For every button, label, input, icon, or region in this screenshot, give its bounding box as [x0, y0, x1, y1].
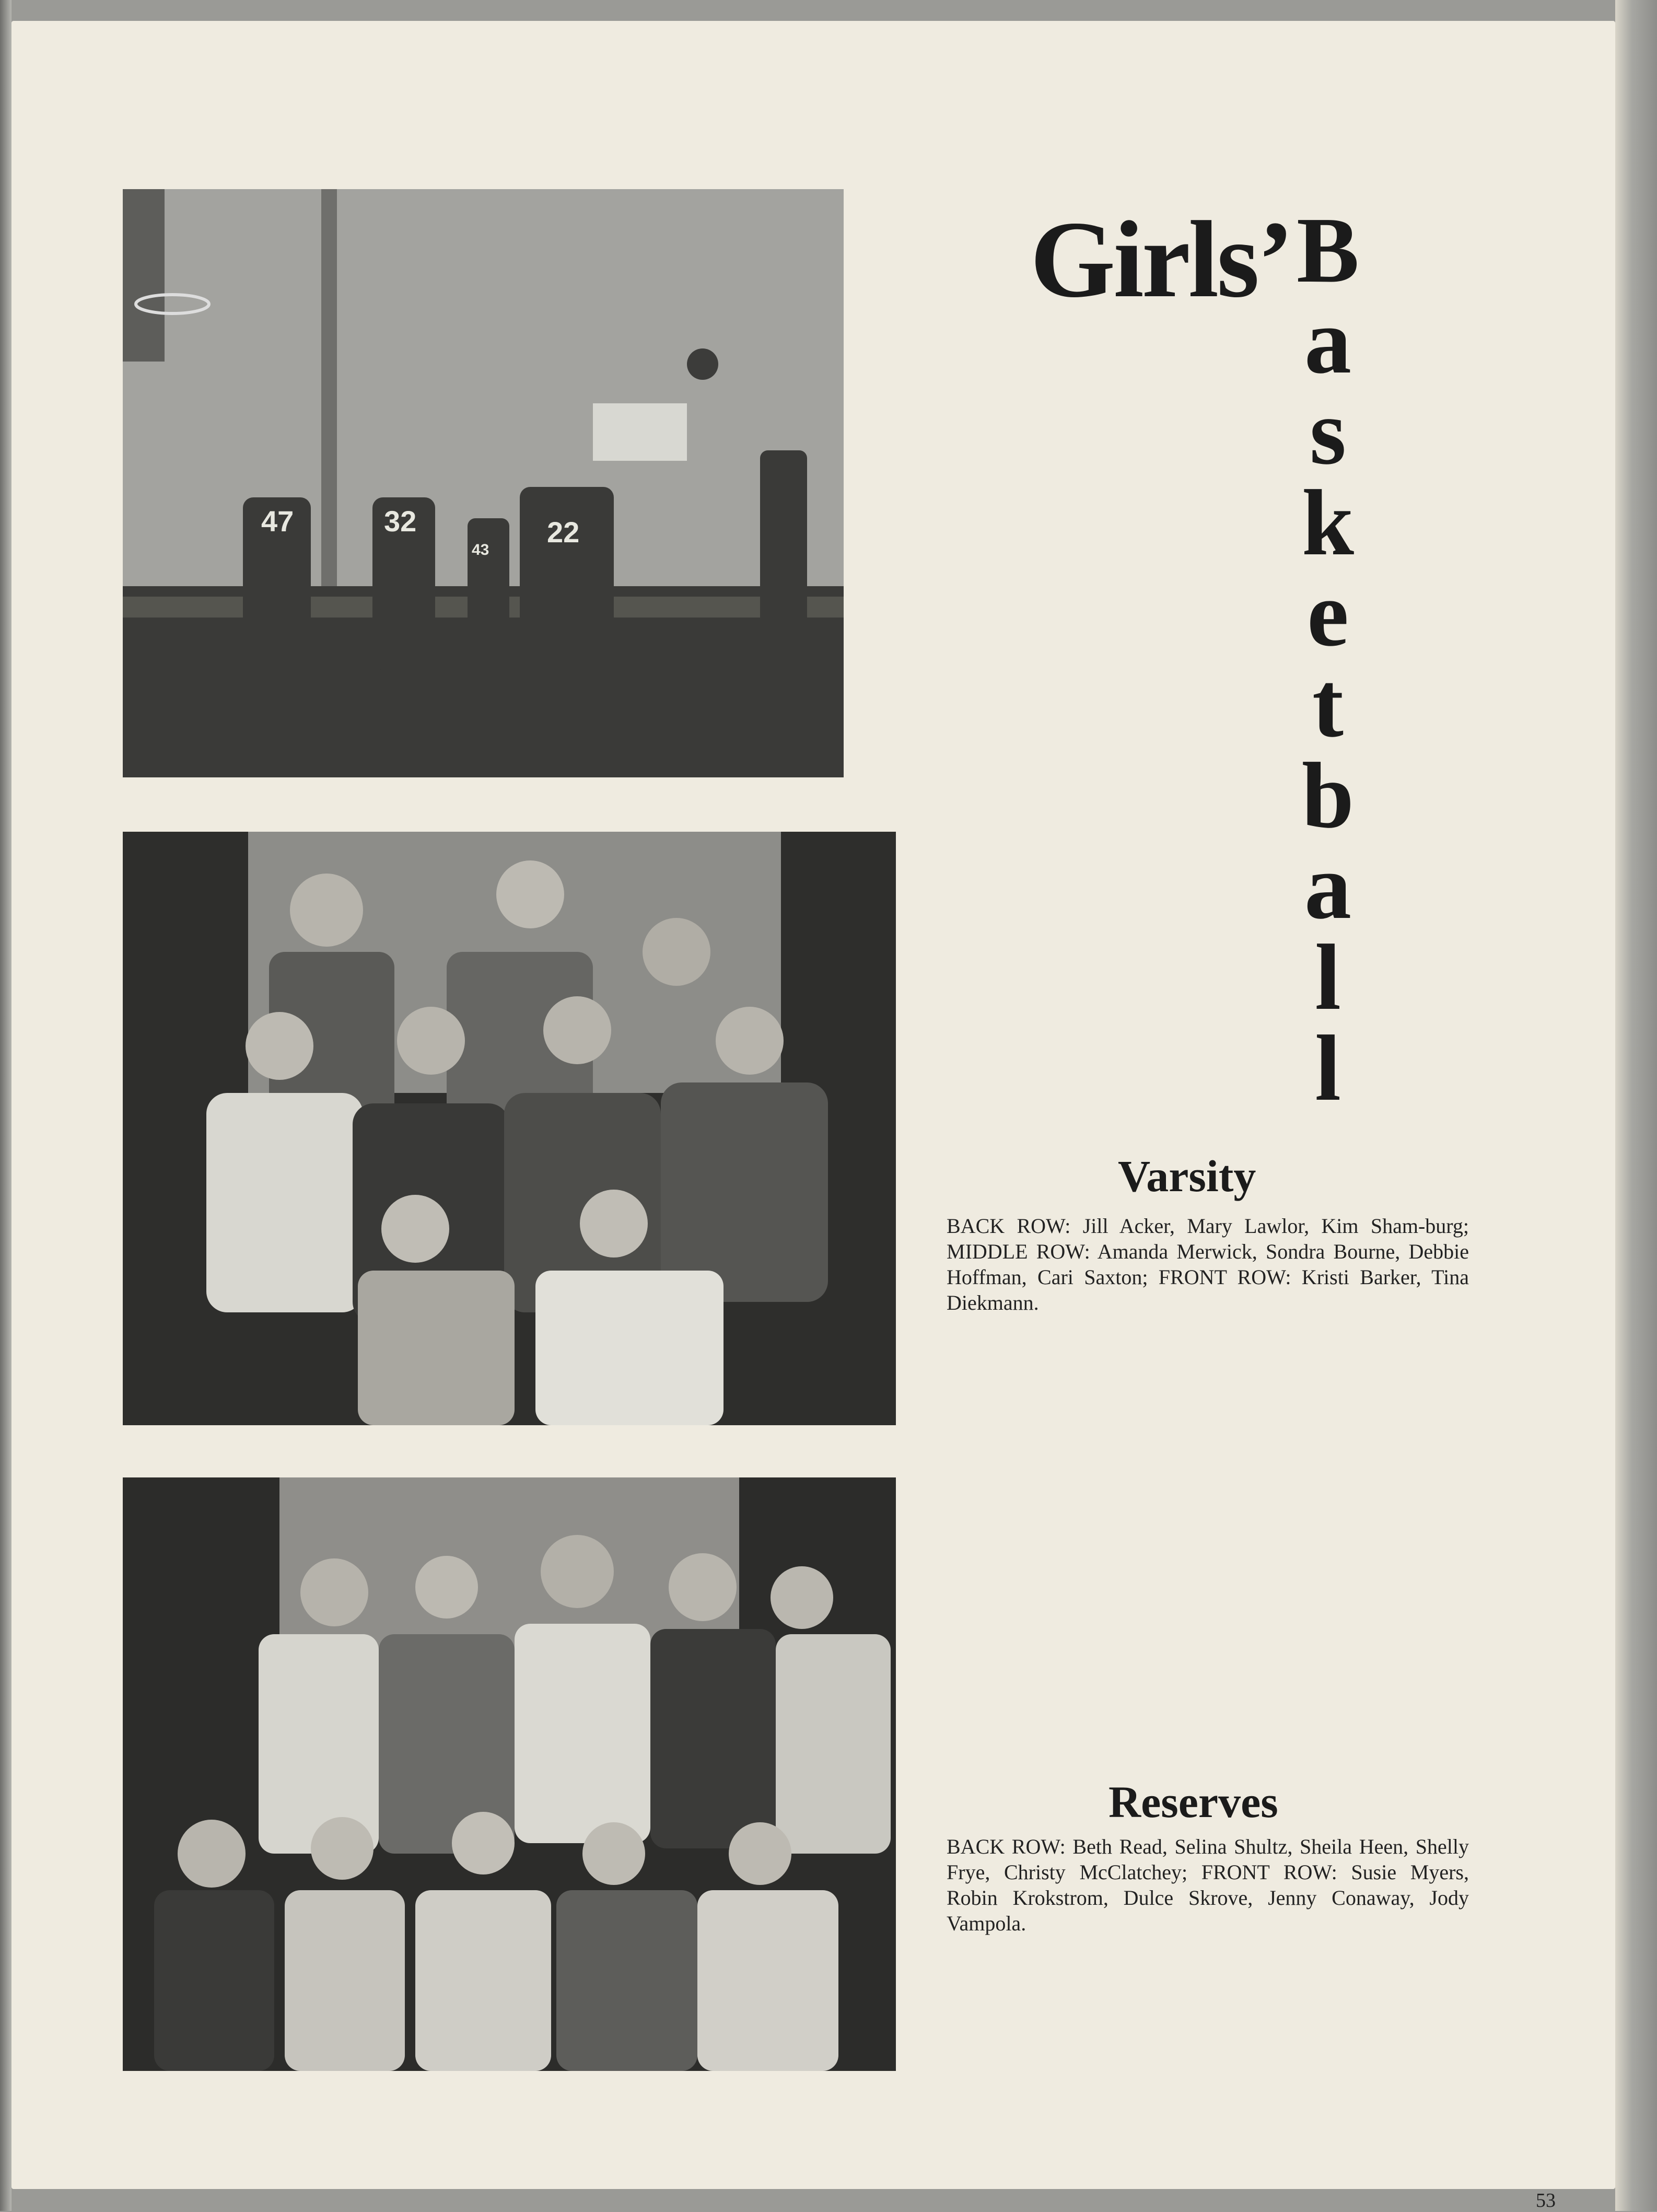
varsity-photo: [123, 832, 896, 1425]
varsity-caption: BACK ROW: Jill Acker, Mary Lawlor, Kim Sham-burg; MIDDLE ROW: Amanda Merwick, Sondra Bourne, Debbie Hoffman, Cari Saxton; FRONT ROW: Kristi Barker, Tina Diekmann.: [947, 1214, 1469, 1314]
title-letter: k: [1301, 471, 1355, 575]
jersey-47: 47: [261, 505, 294, 538]
title-letter: B: [1296, 198, 1360, 302]
title-basketball-vertical: [1276, 198, 1380, 1120]
title-letter: l: [1314, 925, 1341, 1029]
book-binding: [0, 0, 11, 2211]
jersey-32: 32: [384, 505, 417, 538]
title-letter: a: [1304, 834, 1351, 938]
reserves-heading: Reserves: [1108, 1777, 1278, 1827]
title-letter: l: [1314, 1016, 1341, 1120]
title-letter: b: [1301, 743, 1355, 847]
title-letter: t: [1312, 653, 1344, 756]
reserves-photo-image: [123, 1477, 896, 2071]
yearbook-page: [11, 21, 1615, 2211]
action-photo-image: [123, 189, 844, 777]
action-photo: [123, 189, 844, 777]
page-number: 53: [1536, 2190, 1556, 2211]
title-letter: s: [1309, 380, 1347, 484]
reserves-caption: BACK ROW: Beth Read, Selina Shultz, Sheila Heen, Shelly Frye, Christy McClatchey; FRONT ROW: Susie Myers, Robin Krokstrom, Dulce Skrove, Jenny Conaway, Jody Vampola.: [947, 1835, 1469, 1935]
jersey-22: 22: [547, 516, 580, 549]
reserves-photo: [123, 1477, 896, 2071]
jersey-43: 43: [472, 541, 489, 558]
title-girls: Girls’: [1030, 199, 1292, 320]
title-letter: a: [1304, 289, 1351, 393]
varsity-heading: Varsity: [1118, 1151, 1256, 1201]
title-letter: e: [1307, 562, 1349, 666]
varsity-photo-image: [123, 832, 896, 1425]
page-edge: [1615, 0, 1657, 2211]
